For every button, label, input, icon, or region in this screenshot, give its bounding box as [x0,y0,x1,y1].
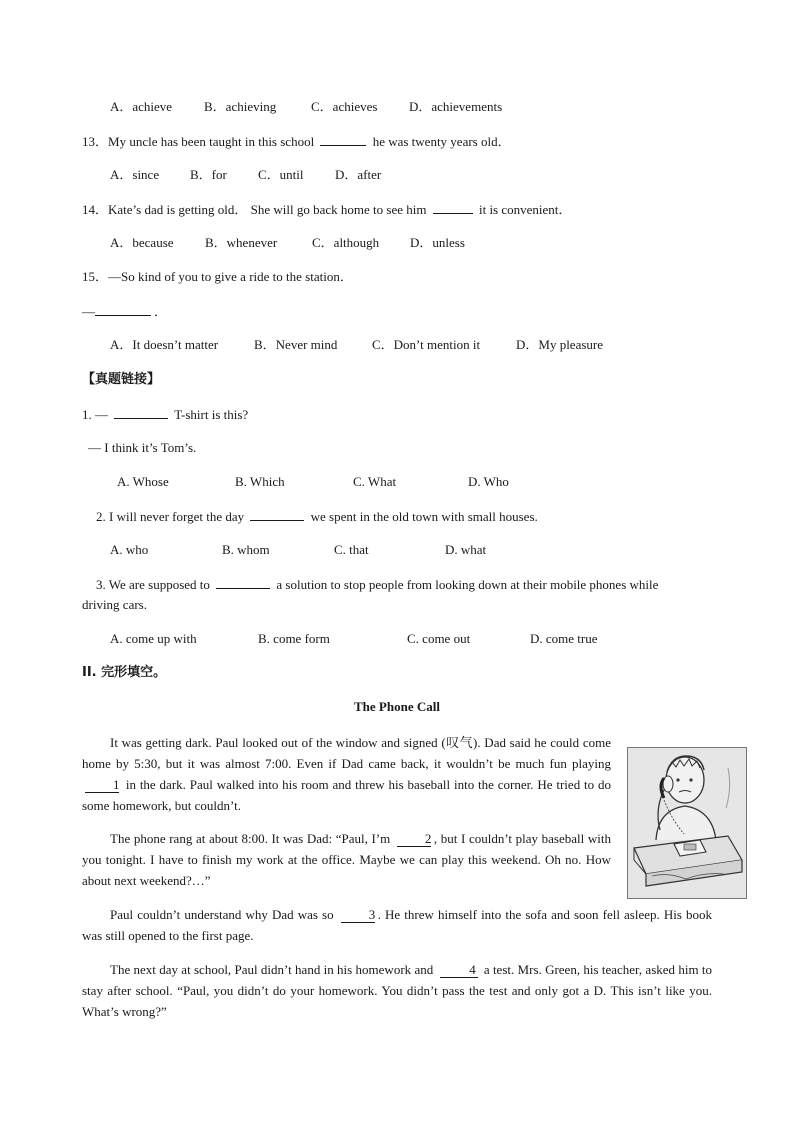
r1-text-after: T-shirt is this? [174,407,249,422]
story-paragraph-1 [82,732,611,816]
r3-text-before: 3. We are supposed to [96,577,210,592]
q14-option-c: C．although [312,235,380,250]
story-p2-text-a: The phone rang at about 8:00. It was Dad: “Paul, I’m [110,831,391,846]
q14-option-a: A．because [110,235,174,250]
q13-option-a: A．since [110,167,160,182]
r2-answer-blank [250,507,304,521]
r3-question [96,575,658,594]
q15-option-c: C．Don’t mention it [372,337,481,352]
r1-reply: — I think it’s Tom’s. [88,440,197,455]
q13-text-before: My uncle has been taught in this school [108,134,315,149]
q13-number: 13． [82,134,109,149]
q13-text-after: he was twenty years old． [372,134,511,149]
section-heading-cloze: II. 完形填空。 [82,665,167,680]
section-heading-real-exam: 【真题链接】 [82,372,161,387]
q14-question [82,200,571,219]
story-p3-text-a: Paul couldn’t understand why Dad was so [110,907,334,922]
q15-response-line [82,302,167,321]
q15-option-a: A．It doesn’t matter [110,337,219,352]
q15-answer-blank [95,302,151,316]
q15-option-b: B．Never mind [254,337,338,352]
r3-answer-blank [216,575,270,589]
r3-option-b: B. come form [258,631,330,646]
q13-option-b: B．for [190,167,227,182]
story-p4-text-a: The next day at school, Paul didn’t hand in his homework and [110,962,434,977]
r1-option-c: C. What [353,474,397,489]
story-paragraph-3 [82,904,712,946]
story-p4-text-b: a test. Mrs. Green, his teacher, asked him to stay after school. “Paul, you didn’t do your homework. You didn’t pass the test and only got a D. This isn’t like you. What’s wrong?” [82,962,712,1019]
r2-text-after: we spent in the old town with small houses. [310,509,538,524]
r3-option-c: C. come out [407,631,471,646]
q15-end: ． [154,304,168,319]
story-p1-text-b: in the dark. Paul walked into his room and threw his baseball into the corner. He tried to do some homework, but couldn’t. [82,777,611,813]
cloze-blank-1: 1 [85,778,119,793]
r3-option-a: A. come up with [110,631,197,646]
r2-question [96,507,538,526]
q15-option-d: D．My pleasure [516,337,604,352]
q14-option-d: D．unless [410,235,465,250]
r3-option-d: D. come true [530,631,598,646]
r1-question [82,405,248,424]
cloze-blank-4: 4 [440,963,478,978]
r2-option-b: B. whom [222,542,270,557]
q14-text-after: it is convenient． [478,202,572,217]
q15-number: 15． [82,269,109,284]
q13-answer-blank [320,132,366,146]
story-p3-text-b: . He threw himself into the sofa and soon fell asleep. His book was still opened to the first page. [82,907,712,943]
q14-text-before: Kate’s dad is getting old． She will go back home to see him [108,202,427,217]
illustration-drawing [628,748,746,898]
r1-answer-blank [114,405,168,419]
r3-text-after: a solution to stop people from looking down at their mobile phones while [276,577,659,592]
q15-line1: —So kind of you to give a ride to the station． [108,269,353,284]
q15-dash: — [82,304,95,319]
q14-number: 14． [82,202,109,217]
r1-option-b: B. Which [235,474,285,489]
q12-option-d: D．achievements [409,99,503,114]
q15-question [82,268,353,286]
r2-option-c: C. that [334,542,369,557]
q14-option-b: B．whenever [205,235,278,250]
r3-question-continued: driving cars. [82,597,147,612]
r1-option-a: A. Whose [117,474,169,489]
r1-option-d: D. Who [468,474,509,489]
story-p2-text-b: , but I couldn’t play baseball with you tonight. I have to finish my work at the office. Maybe we can play this weekend. Oh no. How about next weekend?…” [82,831,611,888]
story-paragraph-2 [82,828,611,891]
cloze-blank-2: 2 [397,832,431,847]
q13-option-d: D．after [335,167,382,182]
story-p1-text-a: It was getting dark. Paul looked out of the window and signed (叹气). Dad said he could come home by 5:30, but it was almost 7:00. Even if Dad came back, it wouldn’t be much fun playing [82,735,611,771]
story-title: The Phone Call [354,699,440,714]
q12-option-c: C．achieves [311,99,378,114]
q13-question [82,132,511,151]
r1-text-before: 1. — [82,407,108,422]
r2-option-d: D. what [445,542,487,557]
story-paragraph-4 [82,959,712,1022]
q12-option-a: A．achieve [110,99,173,114]
r2-option-a: A. who [110,542,149,557]
cloze-blank-3: 3 [341,908,375,923]
q14-answer-blank [433,200,473,214]
q13-option-c: C．until [258,167,304,182]
q12-option-b: B．achieving [204,99,277,114]
boy-on-phone-illustration [627,747,747,899]
r2-text-before: 2. I will never forget the day [96,509,245,524]
